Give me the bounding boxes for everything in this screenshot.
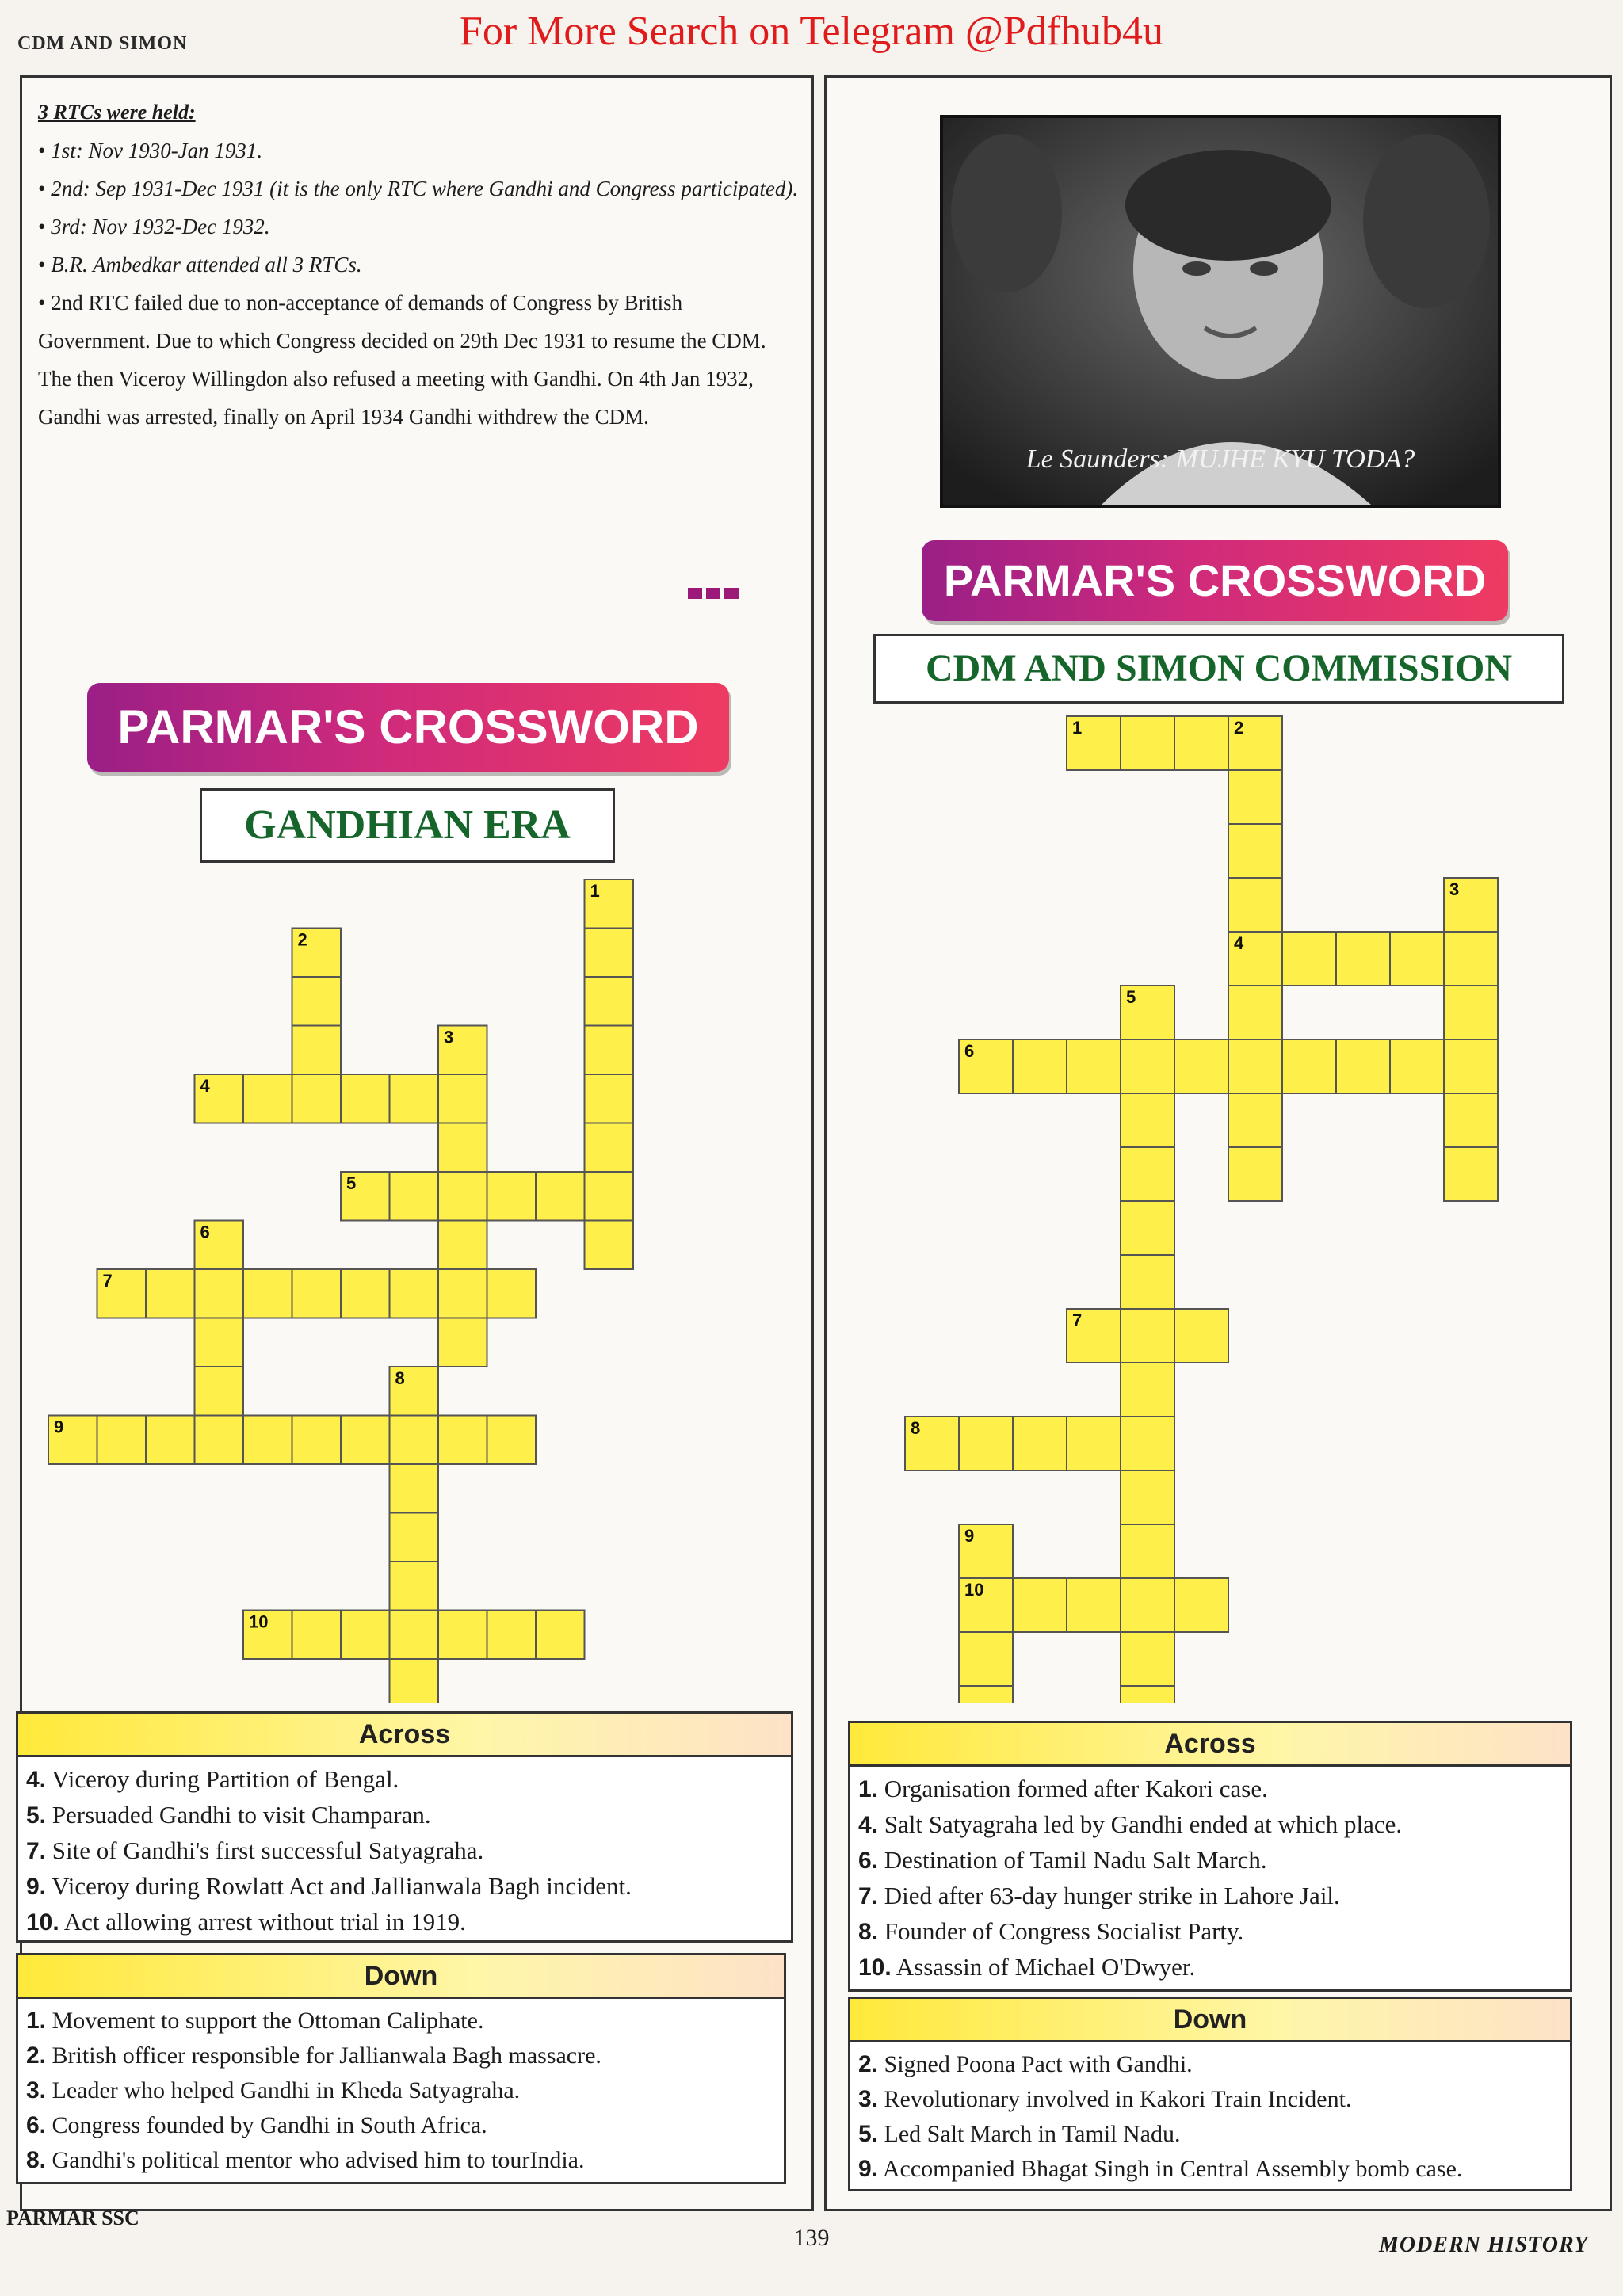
clue-number: 1 (1072, 718, 1083, 738)
crossword-cell[interactable] (1228, 770, 1282, 824)
rtc-paragraph: • 2nd RTC failed due to non-acceptance of demands of Congress by British Government. Due to which Congress decided on 29th Dec 1931 to resume the CDM. The then Viceroy Willingdon also refused a meeting with Gandhi. On 4th Jan 1932, Gandhi was arrested, finally on April 1934 Gandhi withdrew the CDM. (38, 291, 766, 429)
crossword-cell[interactable] (1444, 1147, 1498, 1201)
clue-number: 7 (102, 1271, 113, 1291)
crossword-cell[interactable] (1444, 986, 1498, 1039)
clue-item: 4. Salt Satyagraha led by Gandhi ended at which place. (858, 1810, 1403, 1838)
crossword-cell[interactable] (1336, 932, 1390, 986)
clue-number: 8 (911, 1418, 921, 1438)
crossword-cell[interactable] (1121, 1686, 1174, 1703)
clue-number: 3 (1449, 879, 1460, 899)
clue-item: 9. Viceroy during Rowlatt Act and Jallianwala Bagh incident. (26, 1872, 632, 1900)
rtc-heading: 3 RTCs were held: (38, 101, 196, 124)
crossword-cell[interactable] (1121, 1417, 1174, 1470)
clue-number: 5 (346, 1173, 357, 1193)
crossword-cell[interactable] (1067, 1417, 1121, 1470)
crossword-cell[interactable] (1390, 1039, 1444, 1093)
clue-item: 9. Accompanied Bhagat Singh in Central Assembly bomb case. (858, 2156, 1463, 2182)
clue-number: 7 (1072, 1310, 1083, 1330)
footer-subject: MODERN HISTORY (1379, 2233, 1589, 2257)
running-title: CDM AND SIMON (17, 33, 188, 54)
crossword-cell[interactable] (1228, 1093, 1282, 1147)
left-across-clues (16, 1711, 793, 1943)
crossword-cell[interactable] (1121, 1201, 1174, 1255)
down-header: Down (850, 1999, 1570, 2042)
right-across-clues (848, 1721, 1572, 1992)
clue-number: 9 (964, 1526, 975, 1546)
crossword-cell[interactable] (1121, 1524, 1174, 1578)
clue-item: 8. Founder of Congress Socialist Party. (858, 1917, 1244, 1945)
clue-item: 4. Viceroy during Partition of Bengal. (26, 1765, 399, 1793)
clue-item: 2. British officer responsible for Jallianwala Bagh massacre. (26, 2042, 601, 2069)
crossword-cell[interactable] (1013, 1039, 1067, 1093)
clue-item: 6. Congress founded by Gandhi in South Africa. (26, 2112, 487, 2138)
clue-number: 1 (590, 881, 600, 901)
clue-number: 9 (54, 1417, 64, 1437)
clue-number: 10 (249, 1611, 269, 1632)
crossword-cell[interactable] (1174, 1309, 1228, 1363)
clue-number: 5 (1126, 987, 1136, 1007)
crossword-cell[interactable] (959, 1686, 1013, 1703)
page-number: 139 (793, 2225, 830, 2251)
crossword-cell[interactable] (1444, 1039, 1498, 1093)
clue-number: 6 (964, 1041, 975, 1061)
crossword-cell[interactable] (1121, 1093, 1174, 1147)
across-header: Across (850, 1723, 1570, 1767)
crossword-cell[interactable] (1174, 716, 1228, 770)
clue-item: 5. Persuaded Gandhi to visit Champaran. (26, 1801, 431, 1829)
rtc-item: • 1st: Nov 1930-Jan 1931. (38, 139, 263, 162)
clue-item: 3. Leader who helped Gandhi in Kheda Satyagraha. (26, 2077, 521, 2103)
crossword-cell[interactable] (1067, 1039, 1121, 1093)
clue-number: 8 (395, 1368, 405, 1388)
crossword-cell[interactable] (1228, 1039, 1282, 1093)
crossword-cell[interactable] (1174, 1039, 1228, 1093)
clue-item: 2. Signed Poona Pact with Gandhi. (858, 2051, 1193, 2077)
crossword-cell[interactable] (1121, 1632, 1174, 1686)
clue-item: 7. Died after 63-day hunger strike in Lahore Jail. (858, 1882, 1340, 1909)
left-down-clues (16, 1953, 786, 2184)
clue-number: 4 (200, 1076, 210, 1096)
right-down-clues (848, 1997, 1572, 2191)
crossword-cell[interactable] (1121, 1363, 1174, 1417)
clue-number: 10 (964, 1580, 984, 1600)
crossword-cell[interactable] (1444, 932, 1498, 986)
crossword-cell[interactable] (1228, 824, 1282, 878)
clue-number: 2 (297, 929, 307, 950)
crossword-cell[interactable] (1174, 1578, 1228, 1632)
crossword-cell[interactable] (1013, 1578, 1067, 1632)
crossword-cell[interactable] (1013, 1417, 1067, 1470)
telegram-promo: For More Search on Telegram @Pdfhub4u (459, 9, 1164, 54)
clue-item: 8. Gandhi's political mentor who advised him to tourIndia. (26, 2147, 585, 2173)
clue-number: 3 (444, 1027, 454, 1047)
crossword-cell[interactable] (1067, 1578, 1121, 1632)
crossword-cell[interactable] (1121, 716, 1174, 770)
crossword-cell[interactable] (1228, 878, 1282, 932)
crossword-cell[interactable] (1228, 986, 1282, 1039)
crossword-cell[interactable] (1121, 1470, 1174, 1524)
clue-number: 2 (1234, 718, 1244, 738)
crossword-cell[interactable] (1121, 1039, 1174, 1093)
clue-item: 6. Destination of Tamil Nadu Salt March. (858, 1846, 1267, 1874)
crossword-cell[interactable] (1228, 1147, 1282, 1201)
crossword-cell[interactable] (1121, 1578, 1174, 1632)
left-crossword-title: GANDHIAN ERA (200, 788, 615, 863)
rtc-item: • 3rd: Nov 1932-Dec 1932. (38, 215, 270, 238)
crossword-cell[interactable] (1282, 1039, 1336, 1093)
clue-item: 10. Assassin of Michael O'Dwyer. (858, 1953, 1196, 1981)
right-crossword-banner: PARMAR'S CROSSWORD (922, 540, 1508, 621)
clue-item: 7. Site of Gandhi's first successful Satyagraha. (26, 1836, 484, 1864)
down-header: Down (18, 1955, 784, 1999)
crossword-cell[interactable] (1282, 932, 1336, 986)
crossword-cell[interactable] (959, 1632, 1013, 1686)
crossword-cell[interactable] (1121, 1255, 1174, 1309)
right-crossword-title: CDM AND SIMON COMMISSION (873, 634, 1564, 704)
photo-caption: Le Saunders: MUJHE KYU TODA? (1025, 444, 1415, 474)
clue-number: 6 (200, 1222, 210, 1242)
clue-number: 4 (1234, 933, 1244, 953)
clue-item: 1. Movement to support the Ottoman Caliphate. (26, 2008, 484, 2034)
rtc-item: • 2nd: Sep 1931-Dec 1931 (it is the only RTC where Gandhi and Congress participated). (38, 177, 799, 200)
left-crossword-banner: PARMAR'S CROSSWORD (87, 683, 729, 772)
crossword-cell[interactable] (1121, 1147, 1174, 1201)
crossword-cell[interactable] (1121, 1309, 1174, 1363)
clue-item: 10. Act allowing arrest without trial in 1919. (26, 1908, 466, 1936)
crossword-cell[interactable] (1390, 932, 1444, 986)
crossword-cell[interactable] (1444, 1093, 1498, 1147)
crossword-cell[interactable] (1336, 1039, 1390, 1093)
clue-item: 1. Organisation formed after Kakori case. (858, 1775, 1268, 1802)
across-header: Across (18, 1714, 791, 1757)
footer-publisher: PARMAR SSC (6, 2206, 139, 2229)
clue-item: 3. Revolutionary involved in Kakori Train Incident. (858, 2086, 1352, 2112)
rtc-item: • B.R. Ambedkar attended all 3 RTCs. (38, 253, 362, 277)
crossword-cell[interactable] (959, 1417, 1013, 1470)
clue-item: 5. Led Salt March in Tamil Nadu. (858, 2121, 1181, 2147)
